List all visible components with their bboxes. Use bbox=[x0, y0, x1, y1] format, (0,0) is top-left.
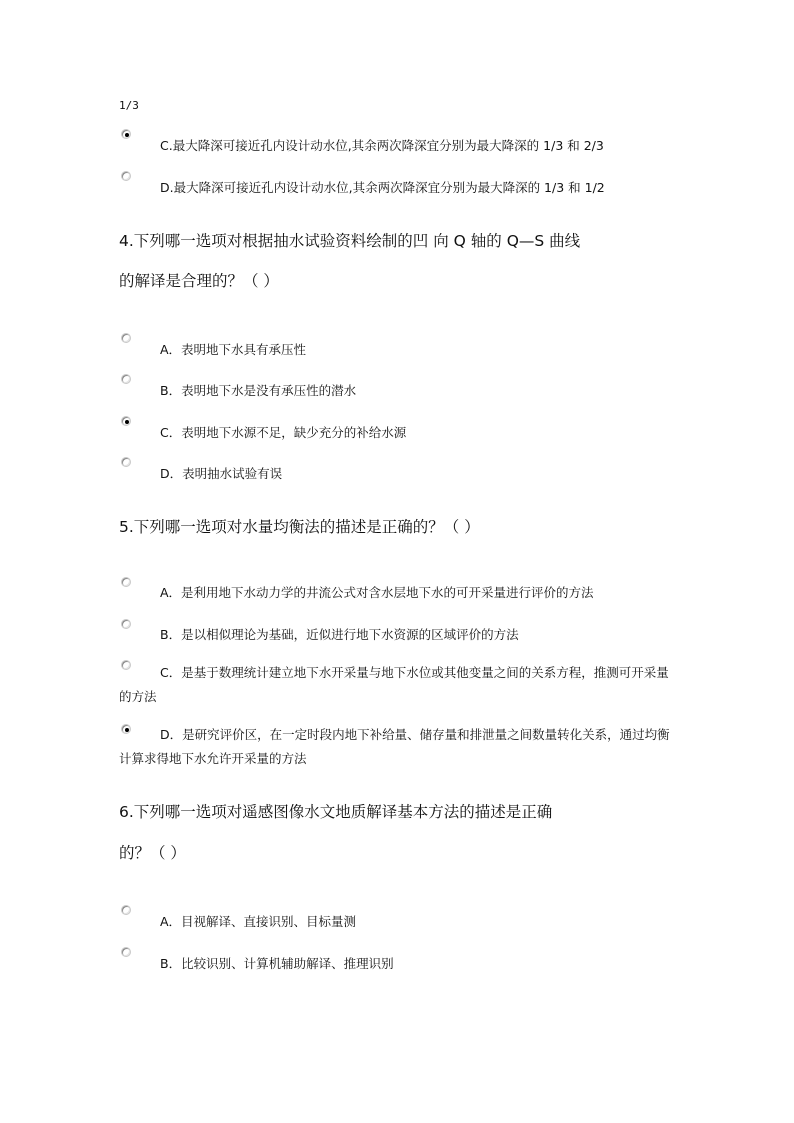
radio-q6-option-a[interactable] bbox=[121, 905, 131, 915]
radio-q6-option-b[interactable] bbox=[121, 947, 131, 957]
q5-option-a-text: A．是利用地下水动力学的井流公式对含水层地下水的可开采量进行评价的方法 bbox=[160, 585, 594, 600]
radio-q4-option-c[interactable] bbox=[121, 416, 131, 426]
q5-title: 5.下列哪一选项对水量均衡法的描述是正确的？（ ） bbox=[119, 518, 480, 536]
radio-q5-option-a[interactable] bbox=[121, 577, 131, 587]
q5-option-c-text: C．是基于数理统计建立地下水开采量与地下水位或其他变量之间的关系方程，推测可开采量的方法 bbox=[119, 665, 669, 704]
previous-option-fragment: 1/3 bbox=[119, 99, 139, 112]
q6-option-b-text: B．比较识别、计算机辅助解译、推理识别 bbox=[160, 956, 394, 971]
q3-option-c-text: C.最大降深可接近孔内设计动水位,其余两次降深宜分别为最大降深的 1/3 和 2/3 bbox=[160, 138, 604, 153]
q5-option-b-text: B．是以相似理论为基础，近似进行地下水资源的区域评价的方法 bbox=[160, 627, 519, 642]
q6-title-line1: 6.下列哪一选项对遥感图像水文地质解译基本方法的描述是正确 bbox=[119, 803, 553, 821]
radio-q4-option-d[interactable] bbox=[121, 457, 131, 467]
q4-title-line2: 的解译是合理的？（ ） bbox=[119, 272, 279, 290]
q6-title-line2: 的？（ ） bbox=[119, 844, 186, 862]
q3-option-d-text: D.最大降深可接近孔内设计动水位,其余两次降深宜分别为最大降深的 1/3 和 1/2 bbox=[160, 180, 605, 195]
q6-option-a-text: A．目视解译、直接识别、目标量测 bbox=[160, 914, 357, 929]
q4-option-c-text: C．表明地下水源不足，缺少充分的补给水源 bbox=[160, 425, 407, 440]
q5-option-d-text: D．是研究评价区，在一定时段内地下补给量、储存量和排泄量之间数量转化关系，通过均衡计算求得地下水允许开采量的方法 bbox=[119, 727, 670, 766]
q4-option-b-text: B．表明地下水是没有承压性的潜水 bbox=[160, 383, 357, 398]
radio-q5-option-b[interactable] bbox=[121, 619, 131, 629]
radio-q3-option-d[interactable] bbox=[121, 171, 131, 181]
radio-q4-option-a[interactable] bbox=[121, 333, 131, 343]
q4-option-d-text: D．表明抽水试验有误 bbox=[160, 466, 283, 481]
radio-q3-option-c[interactable] bbox=[121, 129, 131, 139]
radio-q4-option-b[interactable] bbox=[121, 374, 131, 384]
q4-option-a-text: A．表明地下水具有承压性 bbox=[160, 342, 307, 357]
q4-title-line1: 4.下列哪一选项对根据抽水试验资料绘制的凹 向 Q 轴的 Q—S 曲线 bbox=[119, 232, 581, 250]
